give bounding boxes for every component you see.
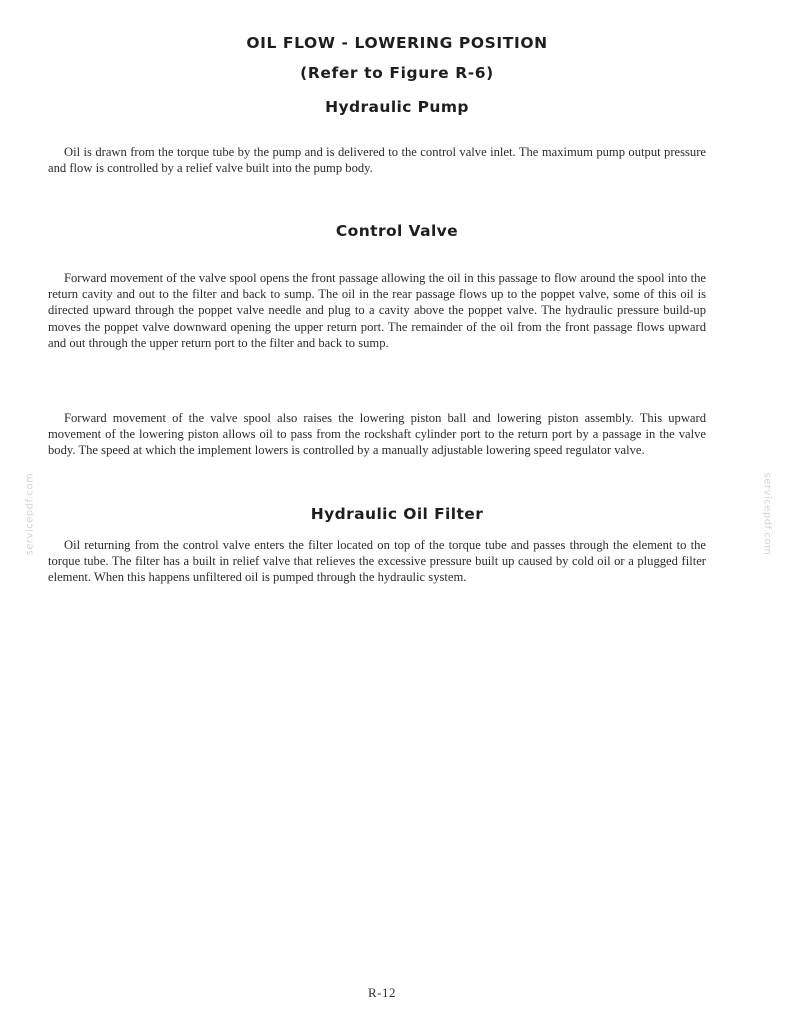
paragraph-control-valve-2: Forward movement of the valve spool also raises the lowering piston ball and lowering piston assembly. This upward movement of the lowering piston allows oil to pass from the rockshaft cylinder port to the return port by a passage in the valve body. The speed at which the implement lowers is controlled by a manually adjustable lowering speed regulator valve. [48, 411, 706, 458]
watermark-left: servicepdf.com [24, 472, 36, 556]
section-heading-hydraulic-pump: Hydraulic Pump [325, 98, 469, 116]
page-title: OIL FLOW - LOWERING POSITION [246, 34, 548, 52]
paragraph-hydraulic-pump: Oil is drawn from the torque tube by the pump and is delivered to the control valve inlet. The maximum pump output pressure and flow is controlled by a relief valve built into the pump body. [48, 145, 706, 176]
figure-reference: (Refer to Figure R-6) [300, 64, 494, 82]
section-heading-hydraulic-oil-filter: Hydraulic Oil Filter [310, 505, 484, 523]
paragraph-control-valve-1: Forward movement of the valve spool opens the front passage allowing the oil in this passage to flow around the spool into the return cavity and out to the filter and back to sump. The oil in the rear passage flows up to the poppet valve, some of this oil is directed upward through the poppet valve needle and plug to a cavity above the poppet valve. The hydraulic pressure build-up moves the poppet valve downward opening the upper return port. The remainder of the oil from the front passage flows upward and out through the upper return port to the filter and back to sump. [48, 271, 706, 350]
page-number: R-12 [368, 985, 396, 1000]
paragraph-hydraulic-oil-filter: Oil returning from the control valve enters the filter located on top of the torque tube and passes through the element to the torque tube. The filter has a built in relief valve that relieves the excessive pressure built up caused by cold oil or a plugged filter element. When this happens unfiltered oil is pumped through the hydraulic system. [48, 538, 706, 585]
section-heading-control-valve: Control Valve [335, 222, 459, 240]
watermark-right: servicepdf.com [761, 472, 773, 556]
